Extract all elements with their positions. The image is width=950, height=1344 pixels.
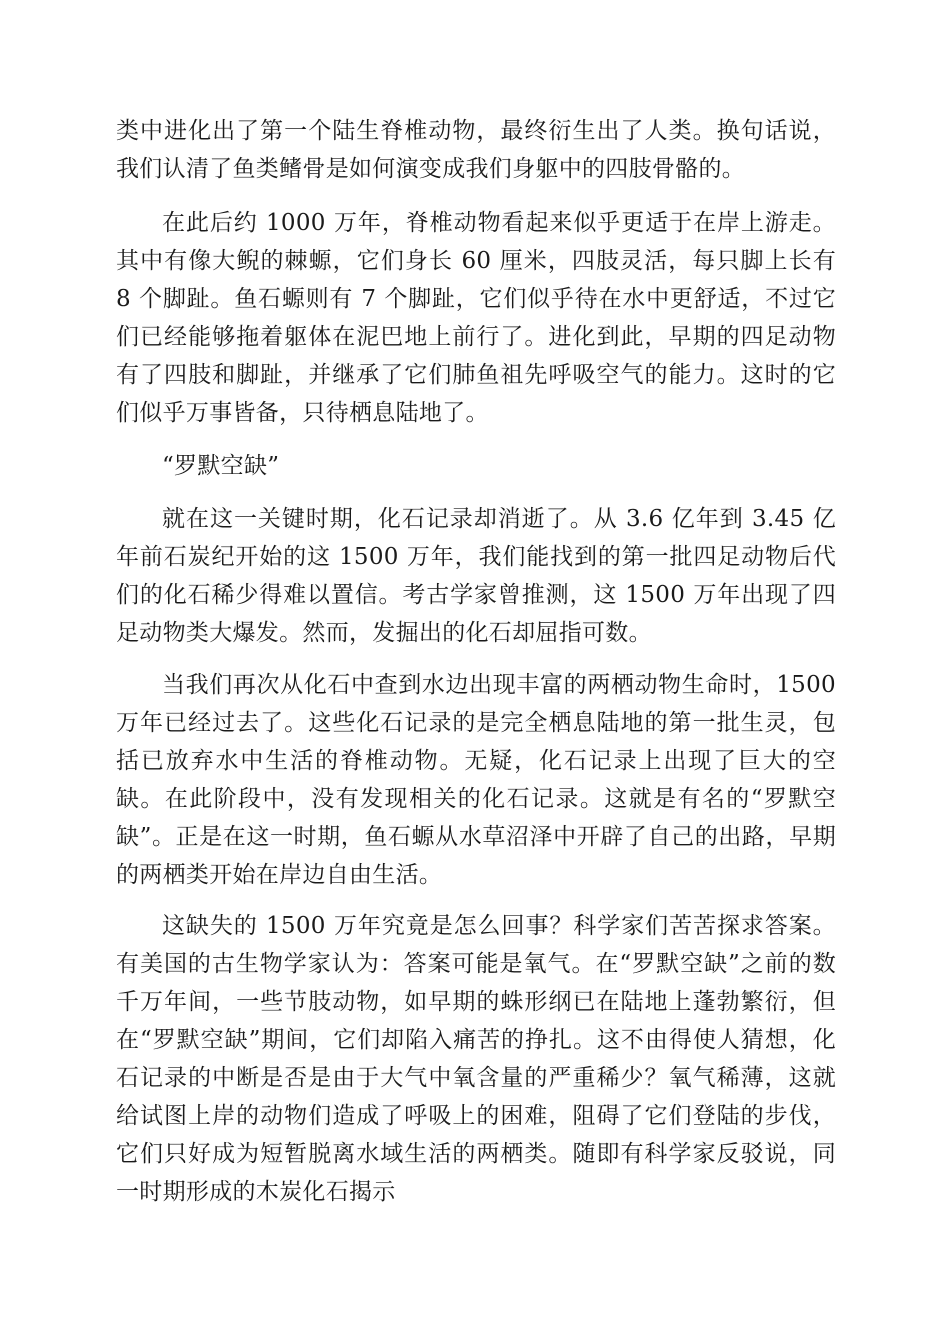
paragraph-continuation: 类中进化出了第一个陆生脊椎动物，最终衍生出了人类。换句话说，我们认清了鱼类鳍骨是如何演变成我们身躯中的四肢骨骼的。 <box>116 118 836 182</box>
paragraph-amphibian-life: 当我们再次从化石中查到水边出现丰富的两栖动物生命时，1500 万年已经过去了。这些化石记录的是完全栖息陆地的第一批生灵，包括已放弃水中生活的脊椎动物。无疑，化石记录上出现了巨大的空缺。在此阶段中，没有发现相关的化石记录。这就是有名的“罗默空缺”。正是在这一时期，鱼石螈从水草沼泽中开辟了自己的出路，早期的两栖类开始在岸边自由生活。 <box>116 672 836 888</box>
paragraph-fossil-record-vanishes: 就在这一关键时期，化石记录却消逝了。从 3.6 亿年到 3.45 亿年前石炭纪开始的这 1500 万年，我们能找到的第一批四足动物后代们的化石稀少得难以置信。考古学家曾推测，这 1500 万年出现了四足动物类大爆发。然而，发掘出的化石却屈指可数。 <box>116 506 836 646</box>
section-heading-romers-gap: “罗默空缺” <box>162 453 280 479</box>
paragraph-oxygen-hypothesis: 这缺失的 1500 万年究竟是怎么回事？科学家们苦苦探求答案。有美国的古生物学家认为：答案可能是氧气。在“罗默空缺”之前的数千万年间，一些节肢动物，如早期的蛛形纲已在陆地上蓬勃繁衍，但在“罗默空缺”期间，它们却陷入痛苦的挣扎。这不由得使人猜想，化石记录的中断是否是由于大气中氧含量的严重稀少？氧气稀薄，这就给试图上岸的动物们造成了呼吸上的困难，阻碍了它们登陆的步伐，它们只好成为短暂脱离水域生活的两栖类。随即有科学家反驳说，同一时期形成的木炭化石揭示 <box>116 913 836 1205</box>
paragraph-tetrapod-toes: 在此后约 1000 万年，脊椎动物看起来似乎更适于在岸上游走。其中有像大鲵的棘螈，它们身长 60 厘米，四肢灵活，每只脚上长有 8 个脚趾。鱼石螈则有 7 个脚趾，它们似乎待在水中更舒适，不过它们已经能够拖着躯体在泥巴地上前行了。进化到此，早期的四足动物有了四肢和脚趾，并继承了它们肺鱼祖先呼吸空气的能力。这时的它们似乎万事皆备，只待栖息陆地了。 <box>116 210 836 426</box>
